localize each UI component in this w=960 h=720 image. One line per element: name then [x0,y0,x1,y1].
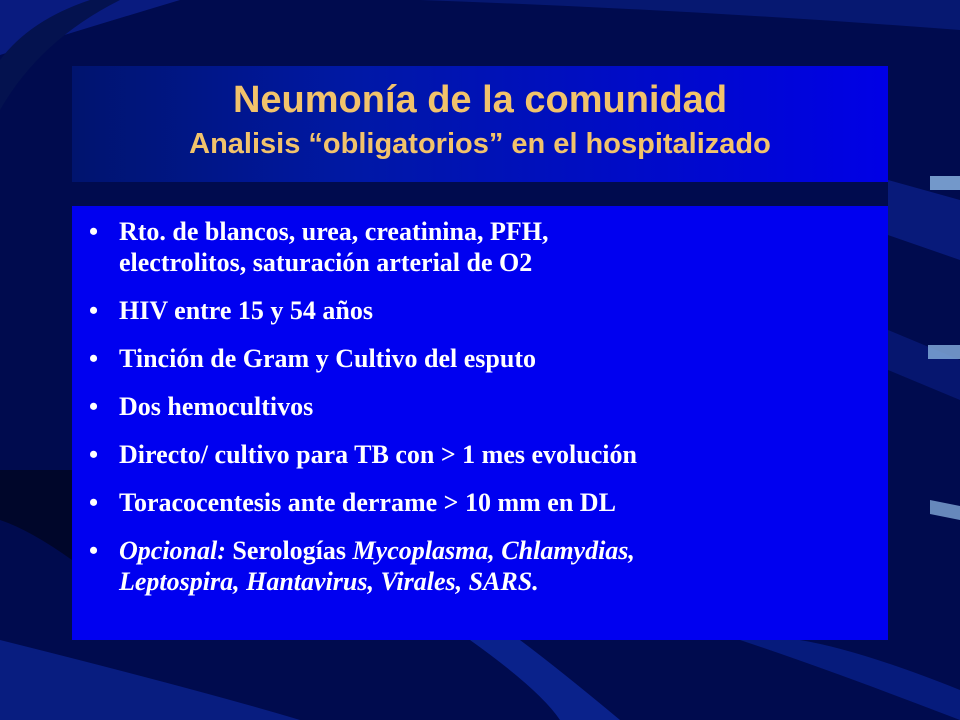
bullet-icon: • [89,344,99,373]
bullet-icon: • [89,217,99,246]
organism-list-1: Mycoplasma, Chlamydias, [352,536,635,565]
title-box [72,66,888,182]
bullet-item [72,295,888,326]
optional-label: Opcional: [119,536,226,565]
bullet-item [72,535,888,597]
slide-title: Neumonía de la comunidad [232,79,728,121]
bullet-text: HIV entre 15 y 54 años [119,296,373,325]
slide-subtitle: Analisis “obligatorios” en el hospitalizado [189,128,771,160]
bullet-icon: • [89,440,99,469]
bullet-item [72,487,888,518]
organism-list-2: Leptospira, Hantavirus, Virales, SARS. [119,567,539,596]
bullet-item [72,391,888,422]
bullet-text-line1 [119,535,888,566]
bullet-item [72,216,888,278]
bullet-text: Toracocentesis ante derrame > 10 mm en DL [119,488,616,517]
bullet-text: Directo/ cultivo para TB con > 1 mes evolución [119,440,637,469]
bullet-icon: • [89,392,99,421]
bullet-item [72,439,888,470]
bullet-text-line1: Rto. de blancos, urea, creatinina, PFH, [119,217,549,246]
bullet-text-line2: electrolitos, saturación arterial de O2 [119,248,533,277]
content-box [72,206,888,640]
bullet-text: Dos hemocultivos [119,392,314,421]
bullet-item [72,343,888,374]
bullet-icon: • [89,296,99,325]
bullet-icon: • [89,488,99,517]
bullet-list [72,216,888,614]
bullet-text: Tinción de Gram y Cultivo del esputo [119,344,537,373]
bullet-icon: • [89,536,99,565]
serology-text: Serologías [225,536,353,565]
